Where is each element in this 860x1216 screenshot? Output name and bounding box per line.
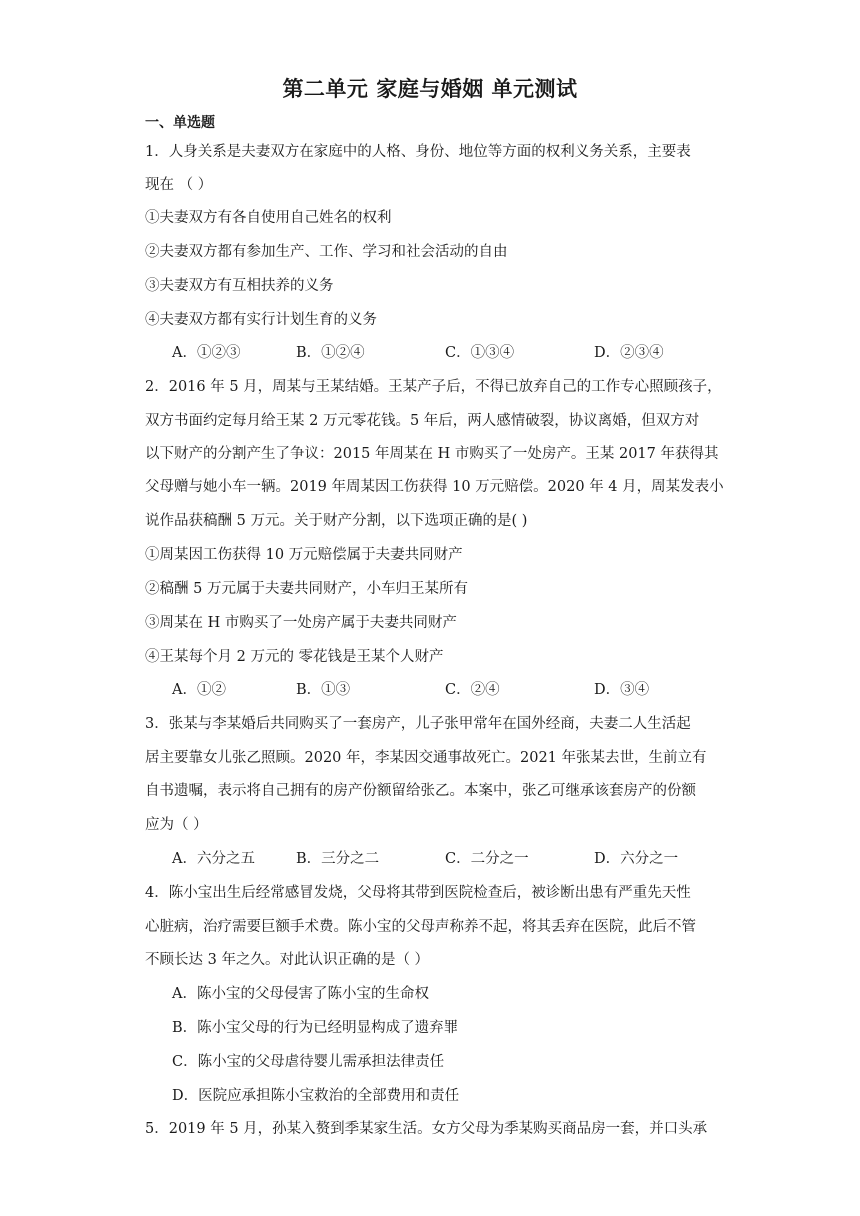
question-5-stem: 5．2019 年 5 月，孙某入赘到季某家生活。女方父母为季某购买商品房一套，并口头承 [145, 1121, 708, 1137]
question-4-option-a: A．陈小宝的父母侵害了陈小宝的生命权 [172, 986, 429, 1002]
question-3-option-d: D．六分之一 [594, 851, 679, 867]
question-1-item: ①夫妻双方有各自使用自己姓名的权利 [145, 210, 392, 226]
question-1-item: ④夫妻双方都有实行计划生育的义务 [145, 312, 377, 328]
question-1-item: ③夫妻双方有互相扶养的义务 [145, 278, 334, 294]
question-2-stem: 双方书面约定每月给王某 2 万元零花钱。5 年后，两人感情破裂，协议离婚，但双方对 [145, 413, 700, 429]
question-3-stem: 居主要靠女儿张乙照顾。2020 年，李某因交通事故死亡。2021 年张某去世，生前立有 [145, 750, 707, 766]
question-3-stem: 应为（ ） [145, 817, 208, 833]
question-1-option-a: A．①②③ [172, 345, 241, 361]
page-title: 第二单元 家庭与婚姻 单元测试 [282, 77, 578, 101]
question-4-stem: 不顾长达 3 年之久。对此认识正确的是（ ） [145, 952, 430, 968]
question-1-option-b: B．①②④ [296, 345, 365, 361]
question-3-option-c: C．二分之一 [445, 851, 529, 867]
question-2-item: ④王某每个月 2 万元的 零花钱是王某个人财产 [145, 649, 444, 665]
question-2-option-a: A．①② [172, 682, 226, 698]
question-3-stem: 3．张某与李某婚后共同购买了一套房产，儿子张甲常年在国外经商，夫妻二人生活起 [145, 716, 691, 732]
question-3-stem: 自书遗嘱，表示将自己拥有的房产份额留给张乙。本案中，张乙可继承该套房产的份额 [145, 783, 696, 799]
question-1-stem: 现在 （ ） [145, 177, 213, 193]
question-4-option-c: C．陈小宝的父母虐待婴儿需承担法律责任 [172, 1054, 445, 1070]
question-2-item: ③周某在 H 市购买了一处房产属于夫妻共同财产 [145, 615, 457, 631]
section-heading: 一、单选题 [145, 115, 215, 131]
question-3-option-b: B．三分之二 [296, 851, 380, 867]
question-1-option-d: D．②③④ [594, 345, 664, 361]
question-4-option-b: B．陈小宝父母的行为已经明显构成了遗弃罪 [172, 1020, 459, 1036]
question-4-stem: 4．陈小宝出生后经常感冒发烧，父母将其带到医院检查后，被诊断出患有严重先天性 [145, 885, 691, 901]
question-2-item: ①周某因工伤获得 10 万元赔偿属于夫妻共同财产 [145, 547, 463, 563]
question-2-stem: 2．2016 年 5 月，周某与王某结婚。王某产子后，不得已放弃自己的工作专心照顾孩子， [145, 379, 722, 395]
question-2-stem: 父母赠与她小车一辆。2019 年周某因工伤获得 10 万元赔偿。2020 年 4 月，周某发表小 [145, 479, 724, 495]
question-2-item: ②稿酬 5 万元属于夫妻共同财产，小车归王某所有 [145, 581, 468, 597]
question-1-option-c: C．①③④ [445, 345, 515, 361]
question-3-option-a: A．六分之五 [172, 851, 255, 867]
question-2-stem: 以下财产的分割产生了争议：2015 年周某在 H 市购买了一处房产。王某 2017 年获得其 [145, 446, 719, 462]
question-2-stem: 说作品获稿酬 5 万元。关于财产分割，以下选项正确的是( ) [145, 513, 528, 529]
question-4-stem: 心脏病，治疗需要巨额手术费。陈小宝的父母声称养不起，将其丢弃在医院，此后不管 [145, 919, 696, 935]
question-1-item: ②夫妻双方都有参加生产、工作、学习和社会活动的自由 [145, 244, 508, 260]
question-2-option-c: C．②④ [445, 682, 500, 698]
question-2-option-b: B．①③ [296, 682, 351, 698]
question-1-stem: 1．人身关系是夫妻双方在家庭中的人格、身份、地位等方面的权利义务关系，主要表 [145, 144, 691, 160]
question-2-option-d: D．③④ [594, 682, 650, 698]
question-4-option-d: D．医院应承担陈小宝救治的全部费用和责任 [172, 1088, 460, 1104]
